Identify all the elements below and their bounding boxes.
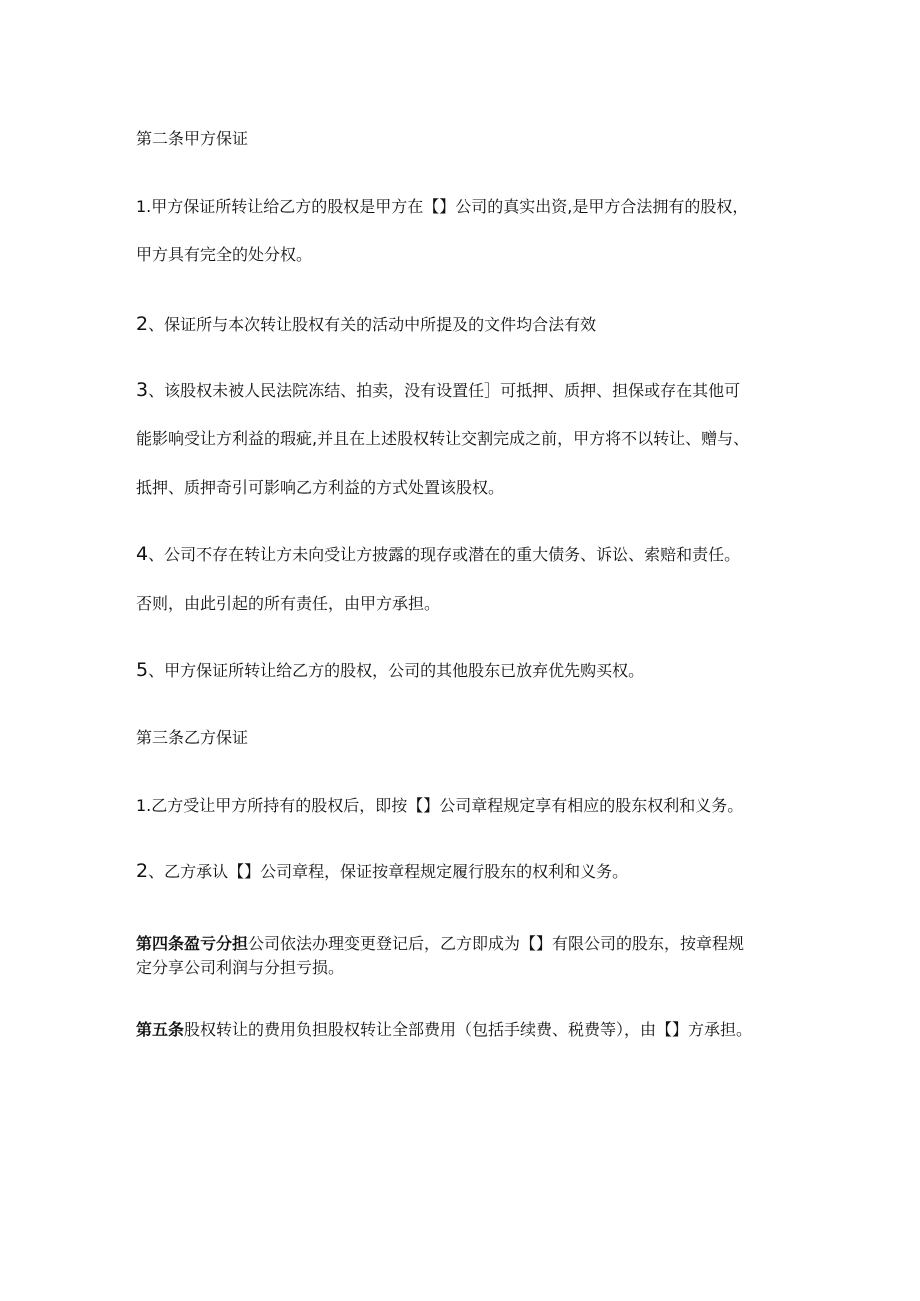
item-number: 2 [136,313,149,335]
article4-line2: 定分享公司利润与分担亏损。 [136,958,345,977]
article5-line [136,1019,752,1041]
article2-item3-line3: 抵押、质押奇引可影响乙方利益的方式处置该股权。 [136,478,505,497]
article2-item4-line2: 否则，由此引起的所有责任，由甲方承担。 [136,594,441,613]
item-number: 2 [136,860,149,882]
article2-item5 [136,659,644,682]
article2-heading: 第二条甲方保证 [136,129,249,148]
article3-heading: 第三条乙方保证 [136,728,249,747]
item-text: 、保证所与本次转让股权有关的活动中所提及的文件均合法有效 [148,315,597,334]
article2-item1-line2: 甲方具有完全的处分权。 [136,245,313,264]
item-text: 、乙方承认【】公司章程，保证按章程规定履行股东的权利和义务。 [148,862,629,881]
item-number: 4 [136,543,149,565]
article5-heading: 第五条 [136,1020,185,1039]
article3-item2 [136,860,628,883]
item-number: 5 [136,659,149,681]
article2-item4-line1 [136,543,740,566]
item-text: 、公司不存在转让方未向受让方披露的现存或潜在的重大债务、诉讼、索赔和责任。 [148,545,741,564]
article3-item1: 1.乙方受让甲方所持有的股权后，即按【】公司章程规定享有相应的股东权利和义务。 [136,796,744,815]
item-text: 、该股权未被人民法院冻结、拍卖，没有设置任］可抵押、质押、担保或存在其他可 [148,381,741,400]
article2-item2 [136,313,596,336]
item-number: 3 [136,379,149,401]
article2-item1-line1: 1.甲方保证所转让给乙方的股权是甲方在【】公司的真实出资,是甲方合法拥有的股权， [136,197,749,216]
article5-text: 股权转让的费用负担股权转让全部费用（包括手续费、税费等），由【】方承担。 [184,1020,753,1039]
article4-text: 公司依法办理变更登记后，乙方即成为【】有限公司的股东，按章程规 [248,934,745,953]
article4-heading: 第四条盈亏分担 [136,934,249,953]
article2-item3-line1 [136,379,740,402]
item-text: 、甲方保证所转让给乙方的股权，公司的其他股东已放弃优先购买权。 [148,661,645,680]
article2-item3-line2: 能影响受让方利益的瑕疵,并且在上述股权转让交割完成之前，甲方将不以转让、赠与、 [136,429,750,448]
article4-line1 [136,933,744,955]
